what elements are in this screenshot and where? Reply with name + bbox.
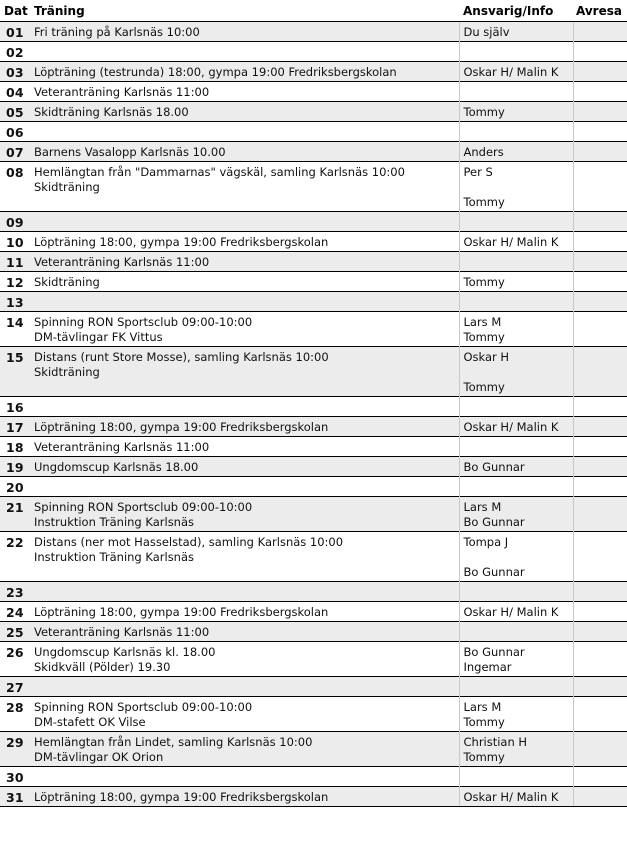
row-responsible: [459, 767, 573, 787]
row-avresa: [573, 292, 627, 312]
table-row: [0, 622, 627, 642]
row-training: [30, 622, 459, 642]
row-responsible: [459, 532, 573, 582]
training-line-1: Skidträning Karlsnäs 18.00: [34, 105, 189, 119]
row-training: [30, 697, 459, 732]
row-training: [30, 22, 459, 42]
row-avresa: [573, 347, 627, 397]
table-row: [0, 397, 627, 417]
row-training: [30, 292, 459, 312]
responsible-line-2: [464, 365, 569, 380]
row-date: 06: [0, 122, 30, 142]
row-training: [30, 767, 459, 787]
row-training: [30, 122, 459, 142]
training-line-1: Hemlängtan från "Dammarnas" vägskäl, samling Karlsnäs 10:00: [34, 165, 405, 179]
row-training: [30, 232, 459, 252]
row-responsible: [459, 642, 573, 677]
row-responsible: [459, 582, 573, 602]
training-line-1: Veteranträning Karlsnäs 11:00: [34, 85, 210, 99]
row-date: 10: [0, 232, 30, 252]
row-date: 13: [0, 292, 30, 312]
table-row: [0, 272, 627, 292]
responsible-line-1: Per S: [463, 165, 493, 179]
table-row: [0, 767, 627, 787]
row-responsible: [459, 42, 573, 62]
row-training: [30, 437, 459, 457]
row-responsible: [459, 417, 573, 437]
training-line-2: DM-stafett OK Vilse: [34, 715, 146, 729]
row-responsible: [459, 62, 573, 82]
row-date: 25: [0, 622, 30, 642]
table-row: [0, 102, 627, 122]
row-responsible: [459, 787, 573, 807]
row-responsible: [459, 732, 573, 767]
row-responsible: [459, 142, 573, 162]
row-avresa: [573, 732, 627, 767]
row-training: [30, 787, 459, 807]
responsible-line-1: Oskar H/ Malin K: [463, 420, 559, 434]
row-avresa: [573, 437, 627, 457]
responsible-line-2: Tommy: [463, 715, 505, 729]
row-date: 17: [0, 417, 30, 437]
table-row: [0, 732, 627, 767]
row-responsible: [459, 312, 573, 347]
responsible-line-2: [464, 550, 569, 565]
row-date: 08: [0, 162, 30, 212]
row-date: 18: [0, 437, 30, 457]
row-avresa: [573, 312, 627, 347]
row-avresa: [573, 62, 627, 82]
row-date: 23: [0, 582, 30, 602]
training-line-1: Spinning RON Sportsclub 09:00-10:00: [34, 315, 253, 329]
row-responsible: [459, 697, 573, 732]
table-row: [0, 532, 627, 582]
row-training: [30, 252, 459, 272]
responsible-line-1: Oskar H/ Malin K: [463, 65, 559, 79]
responsible-line-2: Ingemar: [463, 660, 512, 674]
responsible-line-1: Oskar H/ Malin K: [463, 605, 559, 619]
row-avresa: [573, 22, 627, 42]
row-avresa: [573, 122, 627, 142]
row-responsible: [459, 212, 573, 232]
responsible-line-1: Tompa J: [463, 535, 509, 549]
table-row: [0, 347, 627, 397]
row-date: 01: [0, 22, 30, 42]
table-row: [0, 162, 627, 212]
row-responsible: [459, 437, 573, 457]
responsible-line-1: Lars M: [463, 700, 502, 714]
row-avresa: [573, 232, 627, 252]
row-responsible: [459, 22, 573, 42]
row-avresa: [573, 677, 627, 697]
table-row: [0, 417, 627, 437]
table-row: [0, 312, 627, 347]
row-avresa: [573, 497, 627, 532]
responsible-line-3: Tommy: [463, 195, 505, 209]
row-avresa: [573, 697, 627, 732]
row-responsible: [459, 232, 573, 252]
row-avresa: [573, 252, 627, 272]
training-line-1: Fri träning på Karlsnäs 10:00: [34, 25, 200, 39]
row-date: 15: [0, 347, 30, 397]
row-date: 12: [0, 272, 30, 292]
table-row: [0, 82, 627, 102]
row-date: 02: [0, 42, 30, 62]
row-responsible: [459, 252, 573, 272]
row-responsible: [459, 347, 573, 397]
row-date: 26: [0, 642, 30, 677]
training-line-1: Distans (runt Store Mosse), samling Karlsnäs 10:00: [34, 350, 329, 364]
table-row: [0, 62, 627, 82]
row-date: 09: [0, 212, 30, 232]
responsible-line-1: Oskar H: [463, 350, 510, 364]
responsible-line-2: Tommy: [463, 750, 505, 764]
row-training: [30, 732, 459, 767]
row-date: 24: [0, 602, 30, 622]
row-responsible: [459, 272, 573, 292]
row-responsible: [459, 497, 573, 532]
row-responsible: [459, 622, 573, 642]
row-responsible: [459, 602, 573, 622]
row-avresa: [573, 142, 627, 162]
training-line-2: DM-tävlingar OK Orion: [34, 750, 164, 764]
table-row: [0, 457, 627, 477]
row-training: [30, 602, 459, 622]
row-avresa: [573, 417, 627, 437]
table-row: [0, 697, 627, 732]
responsible-line-2: Bo Gunnar: [463, 515, 525, 529]
row-date: 04: [0, 82, 30, 102]
training-line-1: Ungdomscup Karlsnäs 18.00: [34, 460, 199, 474]
row-avresa: [573, 787, 627, 807]
row-training: [30, 272, 459, 292]
responsible-line-3: Bo Gunnar: [463, 565, 525, 579]
row-avresa: [573, 767, 627, 787]
header-avresa: Avresa: [576, 4, 622, 18]
training-line-1: Ungdomscup Karlsnäs kl. 18.00: [34, 645, 216, 659]
row-date: 21: [0, 497, 30, 532]
training-line-2: Skidträning: [34, 365, 100, 379]
responsible-line-2: Tommy: [463, 330, 505, 344]
responsible-line-1: Oskar H/ Malin K: [463, 235, 559, 249]
row-date: 20: [0, 477, 30, 497]
row-avresa: [573, 272, 627, 292]
row-date: 14: [0, 312, 30, 347]
row-responsible: [459, 677, 573, 697]
responsible-line-1: Anders: [463, 145, 504, 159]
schedule-body: [0, 22, 627, 807]
header-ansvarig: Ansvarig/Info: [463, 4, 554, 18]
row-date: 16: [0, 397, 30, 417]
row-avresa: [573, 82, 627, 102]
row-responsible: [459, 82, 573, 102]
table-row: [0, 252, 627, 272]
row-training: [30, 42, 459, 62]
table-row: [0, 42, 627, 62]
row-avresa: [573, 457, 627, 477]
row-training: [30, 212, 459, 232]
row-avresa: [573, 162, 627, 212]
table-row: [0, 212, 627, 232]
responsible-line-3: Tommy: [463, 380, 505, 394]
responsible-line-1: Bo Gunnar: [463, 460, 525, 474]
row-training: [30, 582, 459, 602]
row-avresa: [573, 477, 627, 497]
row-training: [30, 162, 459, 212]
training-line-1: Skidträning: [34, 275, 100, 289]
row-responsible: [459, 102, 573, 122]
training-line-1: Spinning RON Sportsclub 09:00-10:00: [34, 500, 253, 514]
row-avresa: [573, 642, 627, 677]
responsible-line-1: Bo Gunnar: [463, 645, 525, 659]
table-row: [0, 787, 627, 807]
row-training: [30, 82, 459, 102]
responsible-line-1: Tommy: [463, 105, 505, 119]
row-avresa: [573, 212, 627, 232]
row-responsible: [459, 457, 573, 477]
row-date: 07: [0, 142, 30, 162]
training-line-1: Distans (ner mot Hasselstad), samling Karlsnäs 10:00: [34, 535, 344, 549]
row-date: 27: [0, 677, 30, 697]
table-row: [0, 232, 627, 252]
row-date: 29: [0, 732, 30, 767]
training-line-2: Skidträning: [34, 180, 100, 194]
training-line-2: Skidkväll (Pölder) 19.30: [34, 660, 171, 674]
row-training: [30, 62, 459, 82]
training-line-1: Löpträning 18:00, gympa 19:00 Fredriksbergskolan: [34, 420, 329, 434]
training-line-1: Veteranträning Karlsnäs 11:00: [34, 440, 210, 454]
row-training: [30, 642, 459, 677]
row-avresa: [573, 582, 627, 602]
row-training: [30, 312, 459, 347]
training-line-1: Veteranträning Karlsnäs 11:00: [34, 255, 210, 269]
responsible-line-1: Christian H: [463, 735, 528, 749]
table-row: [0, 142, 627, 162]
training-line-1: Veteranträning Karlsnäs 11:00: [34, 625, 210, 639]
row-date: 31: [0, 787, 30, 807]
table-row: [0, 582, 627, 602]
training-line-1: Barnens Vasalopp Karlsnäs 10.00: [34, 145, 226, 159]
table-row: [0, 22, 627, 42]
table-row: [0, 602, 627, 622]
row-date: 22: [0, 532, 30, 582]
training-line-1: Löpträning 18:00, gympa 19:00 Fredriksbergskolan: [34, 605, 329, 619]
header-row: [0, 0, 627, 22]
training-line-1: Hemlängtan från Lindet, samling Karlsnäs 10:00: [34, 735, 313, 749]
row-avresa: [573, 602, 627, 622]
row-responsible: [459, 477, 573, 497]
table-row: [0, 497, 627, 532]
training-line-1: Löpträning (testrunda) 18:00, gympa 19:00 Fredriksbergskolan: [34, 65, 397, 79]
training-line-2: Instruktion Träning Karlsnäs: [34, 515, 195, 529]
row-date: 19: [0, 457, 30, 477]
row-training: [30, 102, 459, 122]
table-row: [0, 292, 627, 312]
row-training: [30, 142, 459, 162]
responsible-line-1: Lars M: [463, 500, 502, 514]
row-training: [30, 397, 459, 417]
row-date: 28: [0, 697, 30, 732]
training-line-2: DM-tävlingar FK Vittus: [34, 330, 163, 344]
row-avresa: [573, 532, 627, 582]
row-training: [30, 497, 459, 532]
responsible-line-1: Oskar H/ Malin K: [463, 790, 559, 804]
row-responsible: [459, 292, 573, 312]
row-date: 05: [0, 102, 30, 122]
row-training: [30, 457, 459, 477]
row-training: [30, 677, 459, 697]
training-line-2: Instruktion Träning Karlsnäs: [34, 550, 195, 564]
row-date: 30: [0, 767, 30, 787]
responsible-line-2: [464, 180, 569, 195]
training-line-1: Spinning RON Sportsclub 09:00-10:00: [34, 700, 253, 714]
responsible-line-1: Lars M: [463, 315, 502, 329]
responsible-line-1: Tommy: [463, 275, 505, 289]
table-row: [0, 677, 627, 697]
responsible-line-1: Du själv: [463, 25, 510, 39]
table-row: [0, 477, 627, 497]
training-line-1: Löpträning 18:00, gympa 19:00 Fredriksbergskolan: [34, 790, 329, 804]
row-date: 03: [0, 62, 30, 82]
row-training: [30, 477, 459, 497]
row-training: [30, 347, 459, 397]
row-training: [30, 532, 459, 582]
table-row: [0, 642, 627, 677]
header-traning: Träning: [34, 4, 85, 18]
row-avresa: [573, 397, 627, 417]
row-date: 11: [0, 252, 30, 272]
row-responsible: [459, 162, 573, 212]
header-dat: Dat: [4, 4, 28, 18]
table-row: [0, 437, 627, 457]
row-avresa: [573, 42, 627, 62]
row-avresa: [573, 622, 627, 642]
training-line-1: Löpträning 18:00, gympa 19:00 Fredriksbergskolan: [34, 235, 329, 249]
row-responsible: [459, 397, 573, 417]
row-avresa: [573, 102, 627, 122]
table-row: [0, 122, 627, 142]
row-responsible: [459, 122, 573, 142]
row-training: [30, 417, 459, 437]
